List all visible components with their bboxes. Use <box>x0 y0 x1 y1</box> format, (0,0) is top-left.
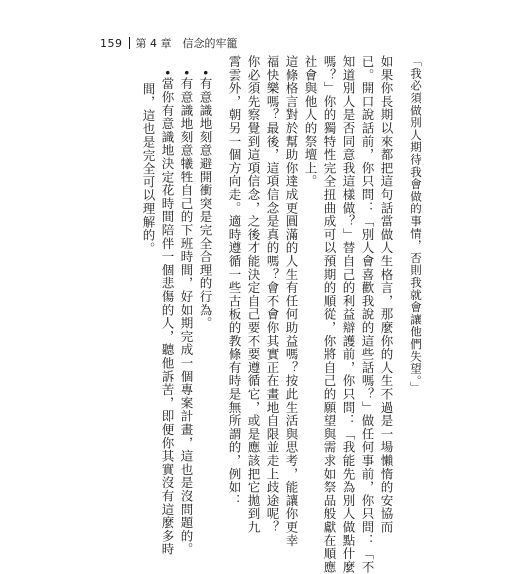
paragraph-2-line-2: 福快樂嗎？最後，這項信念是真的嗎？會不會你其實正在畫地自限並走上歧途呢？ <box>265 55 280 534</box>
paragraph-3-line-1: 你必須先察覺到這項信念，之後才能決定自己要不要遵循它，或是應該把它拋到九 <box>246 55 261 534</box>
paragraph-3-line-2: 霄雲外，朝另一個方向走。適時遵循一些古板的教條有時是無所謂的，例如： <box>227 55 242 508</box>
bullet-item-3-line-1: •當你有意識地決定花時間陪伴一個悲傷的人，聽他訴苦，即便你其實沒有這麼多時 <box>160 69 175 556</box>
running-header <box>100 35 238 51</box>
header-divider <box>129 37 130 49</box>
paragraph-1-line-4: 嗎？」你的獨特性完全扭曲成可以預期的順從，你將自己的願望與需求如祭品般獻在順應 <box>322 55 337 574</box>
paragraph-2-line-1: 這條格言對於幫助你達成更圓滿的人生有任何助益嗎？按此生活與思考，能讓你更幸 <box>284 55 299 548</box>
paragraph-1-line-1: 如果你長期以來都把這句話當做人生格言，那麼你的人生不過是一場懶惰的安協而 <box>379 55 394 534</box>
vertical-text-body <box>139 55 425 574</box>
bullet-item-1: •有意識地刻意避開衝突是完全合理的行為。 <box>198 69 213 330</box>
paragraph-1-line-5: 社會與他人的祭壇上。 <box>303 55 318 188</box>
bullet-item-3-line-2: 間，這也是完全可以理解的。 <box>141 69 156 256</box>
quote-line: 「我必須做別人期待我會做的事情，否則我就會讓他們失望。」 <box>409 55 423 394</box>
page-number: 159 <box>100 36 123 50</box>
spacer <box>215 55 225 465</box>
spacer <box>396 55 406 465</box>
bullet-item-2: •有意識地刻意犧牲自己的下班時間，好如期完成一個專案計畫，這也是沒問題的。 <box>179 69 194 556</box>
paragraph-1-line-3: 知道別人是否同意我這樣做？」替自己的利益辯護前，你只問：「我能先為別人做點什麼 <box>341 55 356 574</box>
paragraph-1-line-2: 已。開口說話前，你只問：「別人會喜歡我說的這些話嗎？」做任何事前，你只問：「不 <box>360 55 375 574</box>
chapter-title: 第 4 章 信念的牢籠 <box>135 37 238 50</box>
